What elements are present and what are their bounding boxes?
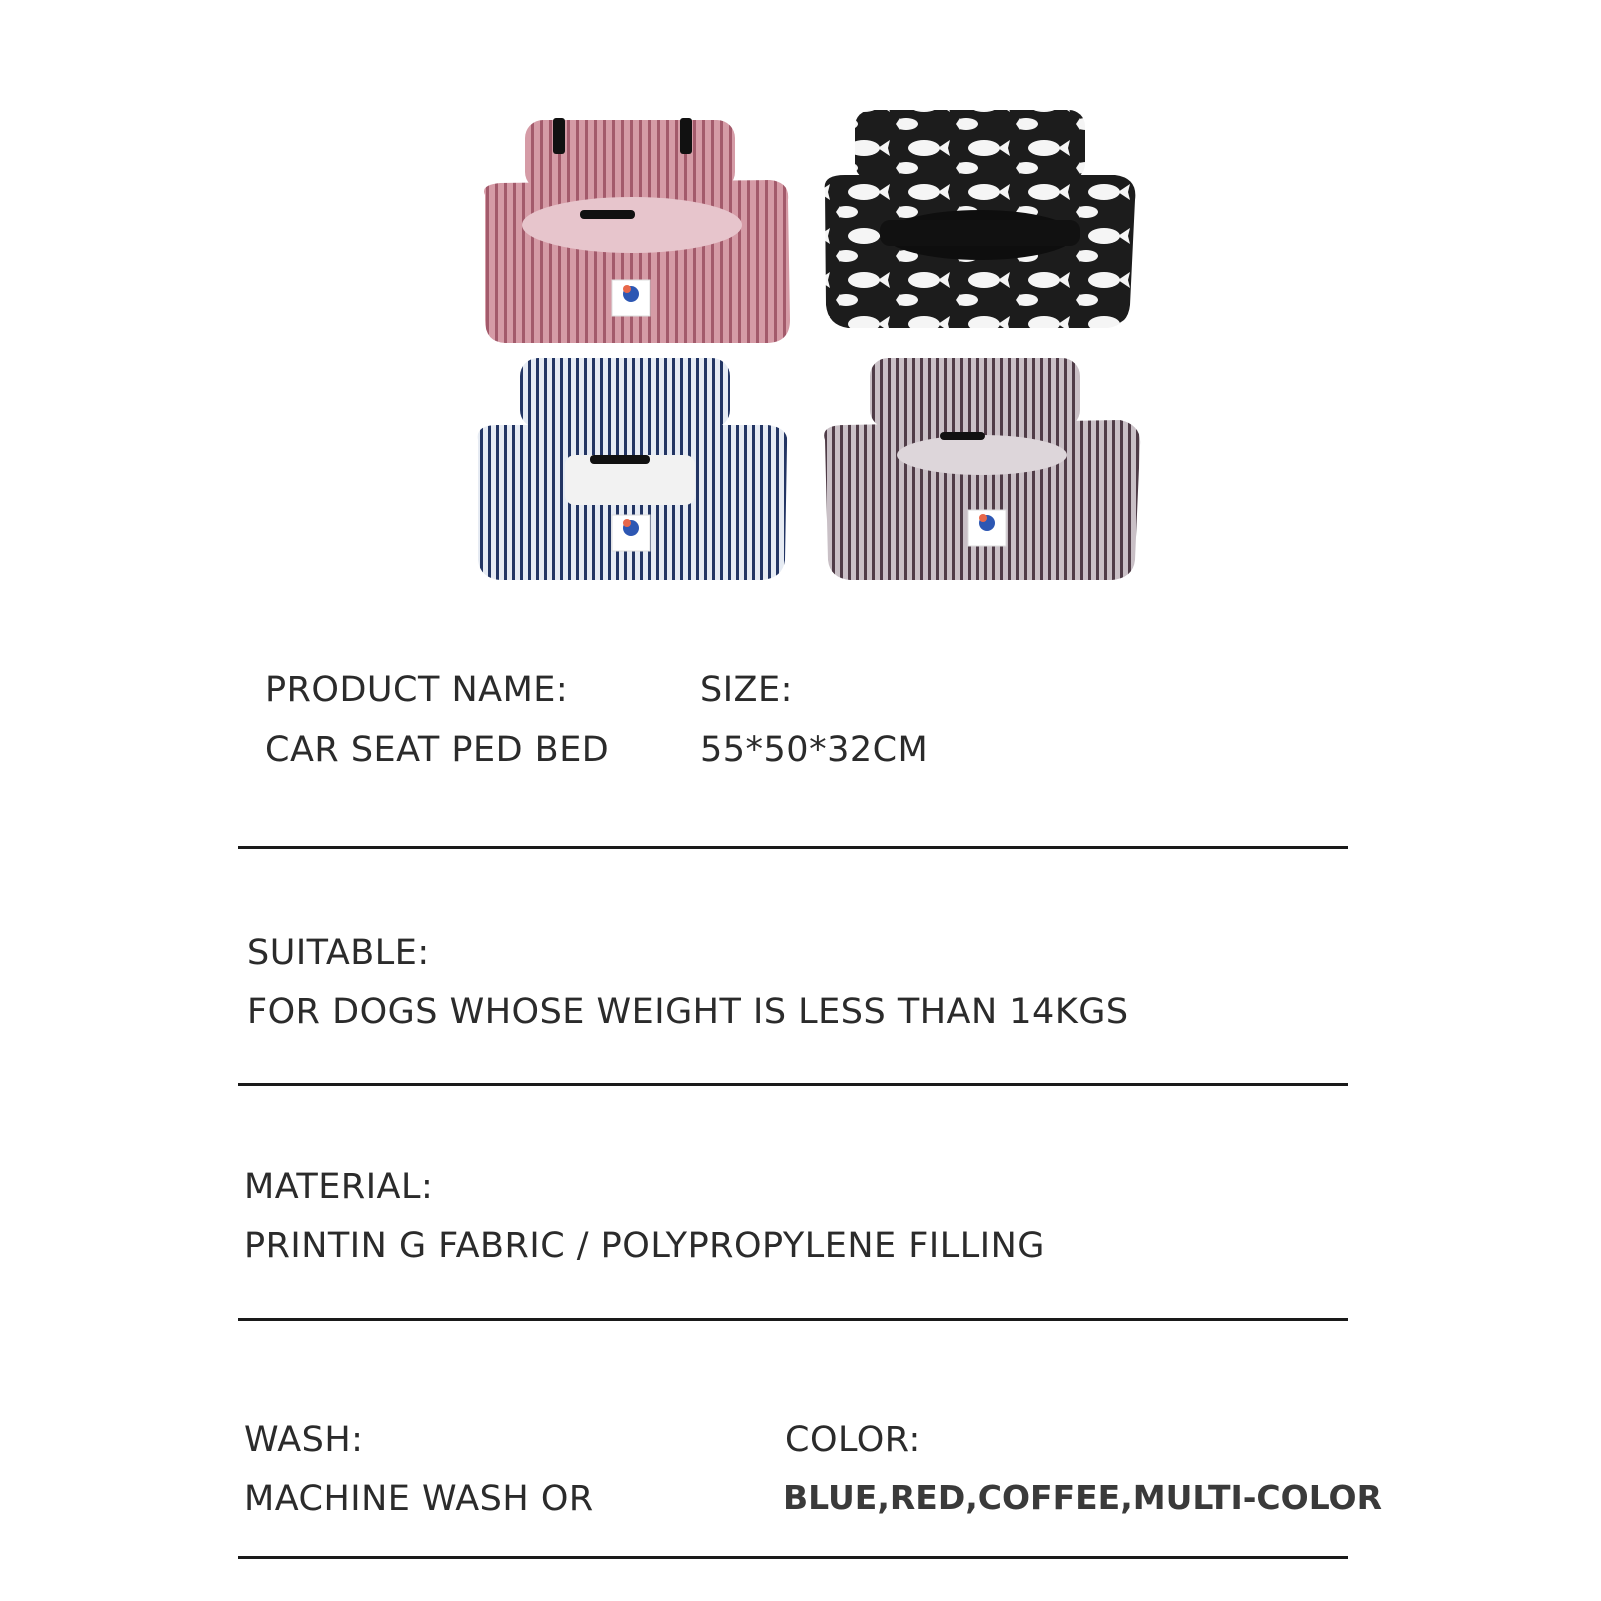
material-value: PRINTIN G FABRIC / POLYPROPYLENE FILLING <box>244 1226 1045 1266</box>
product-photos <box>0 0 1601 600</box>
suitable-value: FOR DOGS WHOSE WEIGHT IS LESS THAN 14KGS <box>247 992 1129 1032</box>
whale-print-bed-image <box>825 110 1136 328</box>
color-value: BLUE,RED,COFFEE,MULTI-COLOR <box>783 1478 1383 1517</box>
red-striped-bed-image <box>484 118 790 343</box>
divider-1 <box>238 846 1348 849</box>
product-name-value: CAR SEAT PED BED <box>265 730 610 770</box>
blue-striped-bed-image <box>478 358 788 580</box>
material-label: MATERIAL: <box>244 1167 434 1207</box>
divider-2 <box>238 1083 1348 1086</box>
suitable-label: SUITABLE: <box>247 933 430 973</box>
size-value: 55*50*32CM <box>700 730 929 770</box>
product-name-label: PRODUCT NAME: <box>265 670 569 710</box>
size-label: SIZE: <box>700 670 793 710</box>
wash-value: MACHINE WASH OR <box>244 1479 594 1519</box>
product-image-grid <box>0 0 1601 600</box>
divider-3 <box>238 1318 1348 1321</box>
divider-4 <box>238 1556 1348 1559</box>
color-label: COLOR: <box>785 1420 921 1460</box>
coffee-striped-bed-image <box>824 358 1140 580</box>
wash-label: WASH: <box>244 1420 364 1460</box>
